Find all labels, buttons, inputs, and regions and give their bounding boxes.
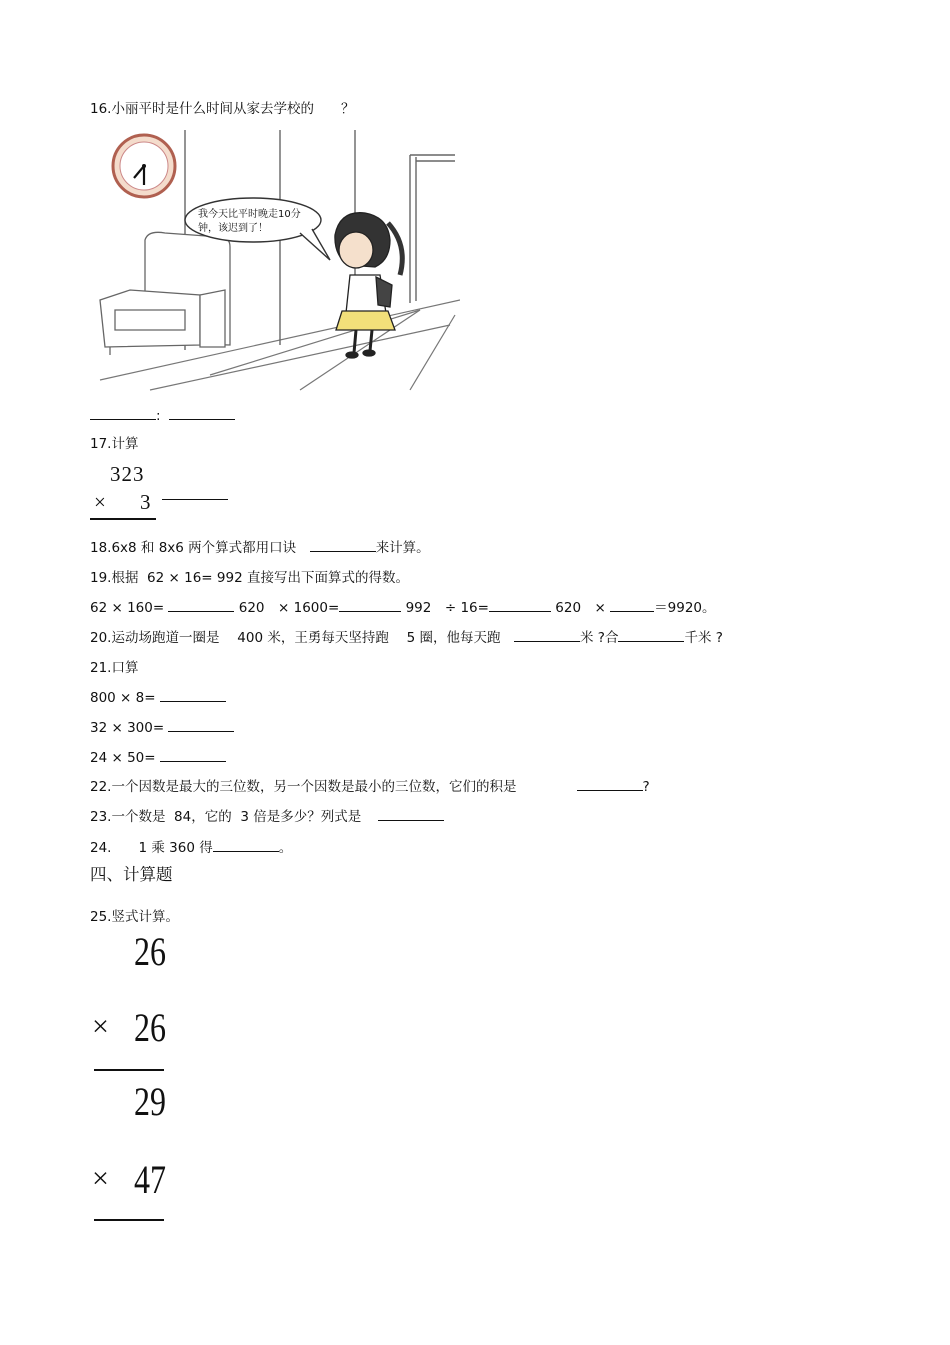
q25-p2-bottom: 47: [134, 1157, 166, 1202]
q19-blank-3[interactable]: [489, 599, 551, 612]
q22-prompt: 22.一个因数是最大的三位数，另一个因数是最小的三位数，它们的积是 ?: [90, 779, 650, 795]
q21-prompt: 21.口算: [90, 660, 139, 676]
q25-p1-bottom: 26: [134, 1005, 166, 1050]
q17-bottom: 3: [140, 490, 151, 514]
q16-prompt: 16.小丽平时是什么时间从家去学校的 ？: [90, 101, 355, 117]
q17-vertical-calc: [90, 462, 240, 522]
q16-illustration: [90, 125, 460, 395]
q24-prompt: 24. 1 乘 360 得 。: [90, 840, 293, 856]
clock-girl-picture: [90, 125, 460, 395]
q25-vertical-calcs: [90, 928, 210, 1228]
q25-p2-times-sign: ×: [92, 1162, 109, 1195]
q19-blank-1[interactable]: [168, 599, 234, 612]
q19-prompt: 19.根据 62 × 16= 992 直接写出下面算式的得数。: [90, 570, 409, 586]
q16-minute-blank[interactable]: [169, 407, 235, 420]
q19-blank-2[interactable]: [339, 599, 401, 612]
q25-p1-top: 26: [134, 929, 166, 974]
q17-rule: [90, 518, 156, 520]
q16-answer: [90, 407, 235, 425]
q17-prompt: 17.计算: [90, 436, 139, 452]
section-title: 四、计算题: [90, 865, 173, 884]
q25-p2-top: 29: [134, 1079, 166, 1124]
q21-item: 24 × 50=: [90, 749, 226, 767]
girl-figure: [335, 213, 402, 358]
svg-text:我今天比平时晚走10分: 我今天比平时晚走10分: [198, 209, 301, 220]
q21-item: 800 × 8=: [90, 689, 226, 707]
q20-prompt: 20.运动场跑道一圈是 400 米，王勇每天坚持跑 5 圈，他每天跑 米 ?合 千米 ?: [90, 630, 723, 646]
q25-p1-rule: [94, 1069, 164, 1071]
q17-top: 323: [110, 462, 145, 486]
clock-icon: [113, 135, 175, 197]
q17-times-sign: ×: [94, 490, 106, 514]
q23-blank[interactable]: [378, 808, 444, 821]
q20-blank-2[interactable]: [618, 629, 684, 642]
svg-text:钟，该迟到了！: 钟，该迟到了！: [198, 223, 268, 234]
q18-blank[interactable]: [310, 539, 376, 552]
q17-answer-blank[interactable]: [162, 487, 228, 500]
q19-row: 62 × 160= 620 × 1600= 992 ÷ 16= 620 × ＝9920。: [90, 600, 716, 616]
q21-item: 32 × 300=: [90, 719, 234, 737]
q16-hour-blank[interactable]: [90, 407, 156, 420]
q20-blank-1[interactable]: [514, 629, 580, 642]
q25-prompt: 25.竖式计算。: [90, 909, 179, 925]
q21-blank-3[interactable]: [160, 749, 226, 762]
colon: :: [156, 408, 161, 424]
q25-p1-times-sign: ×: [92, 1010, 109, 1043]
q22-blank[interactable]: [577, 778, 643, 791]
q19-blank-4[interactable]: [610, 599, 654, 612]
q21-blank-1[interactable]: [160, 689, 226, 702]
q25-p2-rule: [94, 1219, 164, 1221]
q23-prompt: 23.一个数是 84，它的 3 倍是多少？列式是: [90, 808, 444, 826]
q21-blank-2[interactable]: [168, 719, 234, 732]
q24-blank[interactable]: [213, 839, 279, 852]
q18-prompt: 18.6x8 和 8x6 两个算式都用口诀 来计算。: [90, 540, 430, 556]
